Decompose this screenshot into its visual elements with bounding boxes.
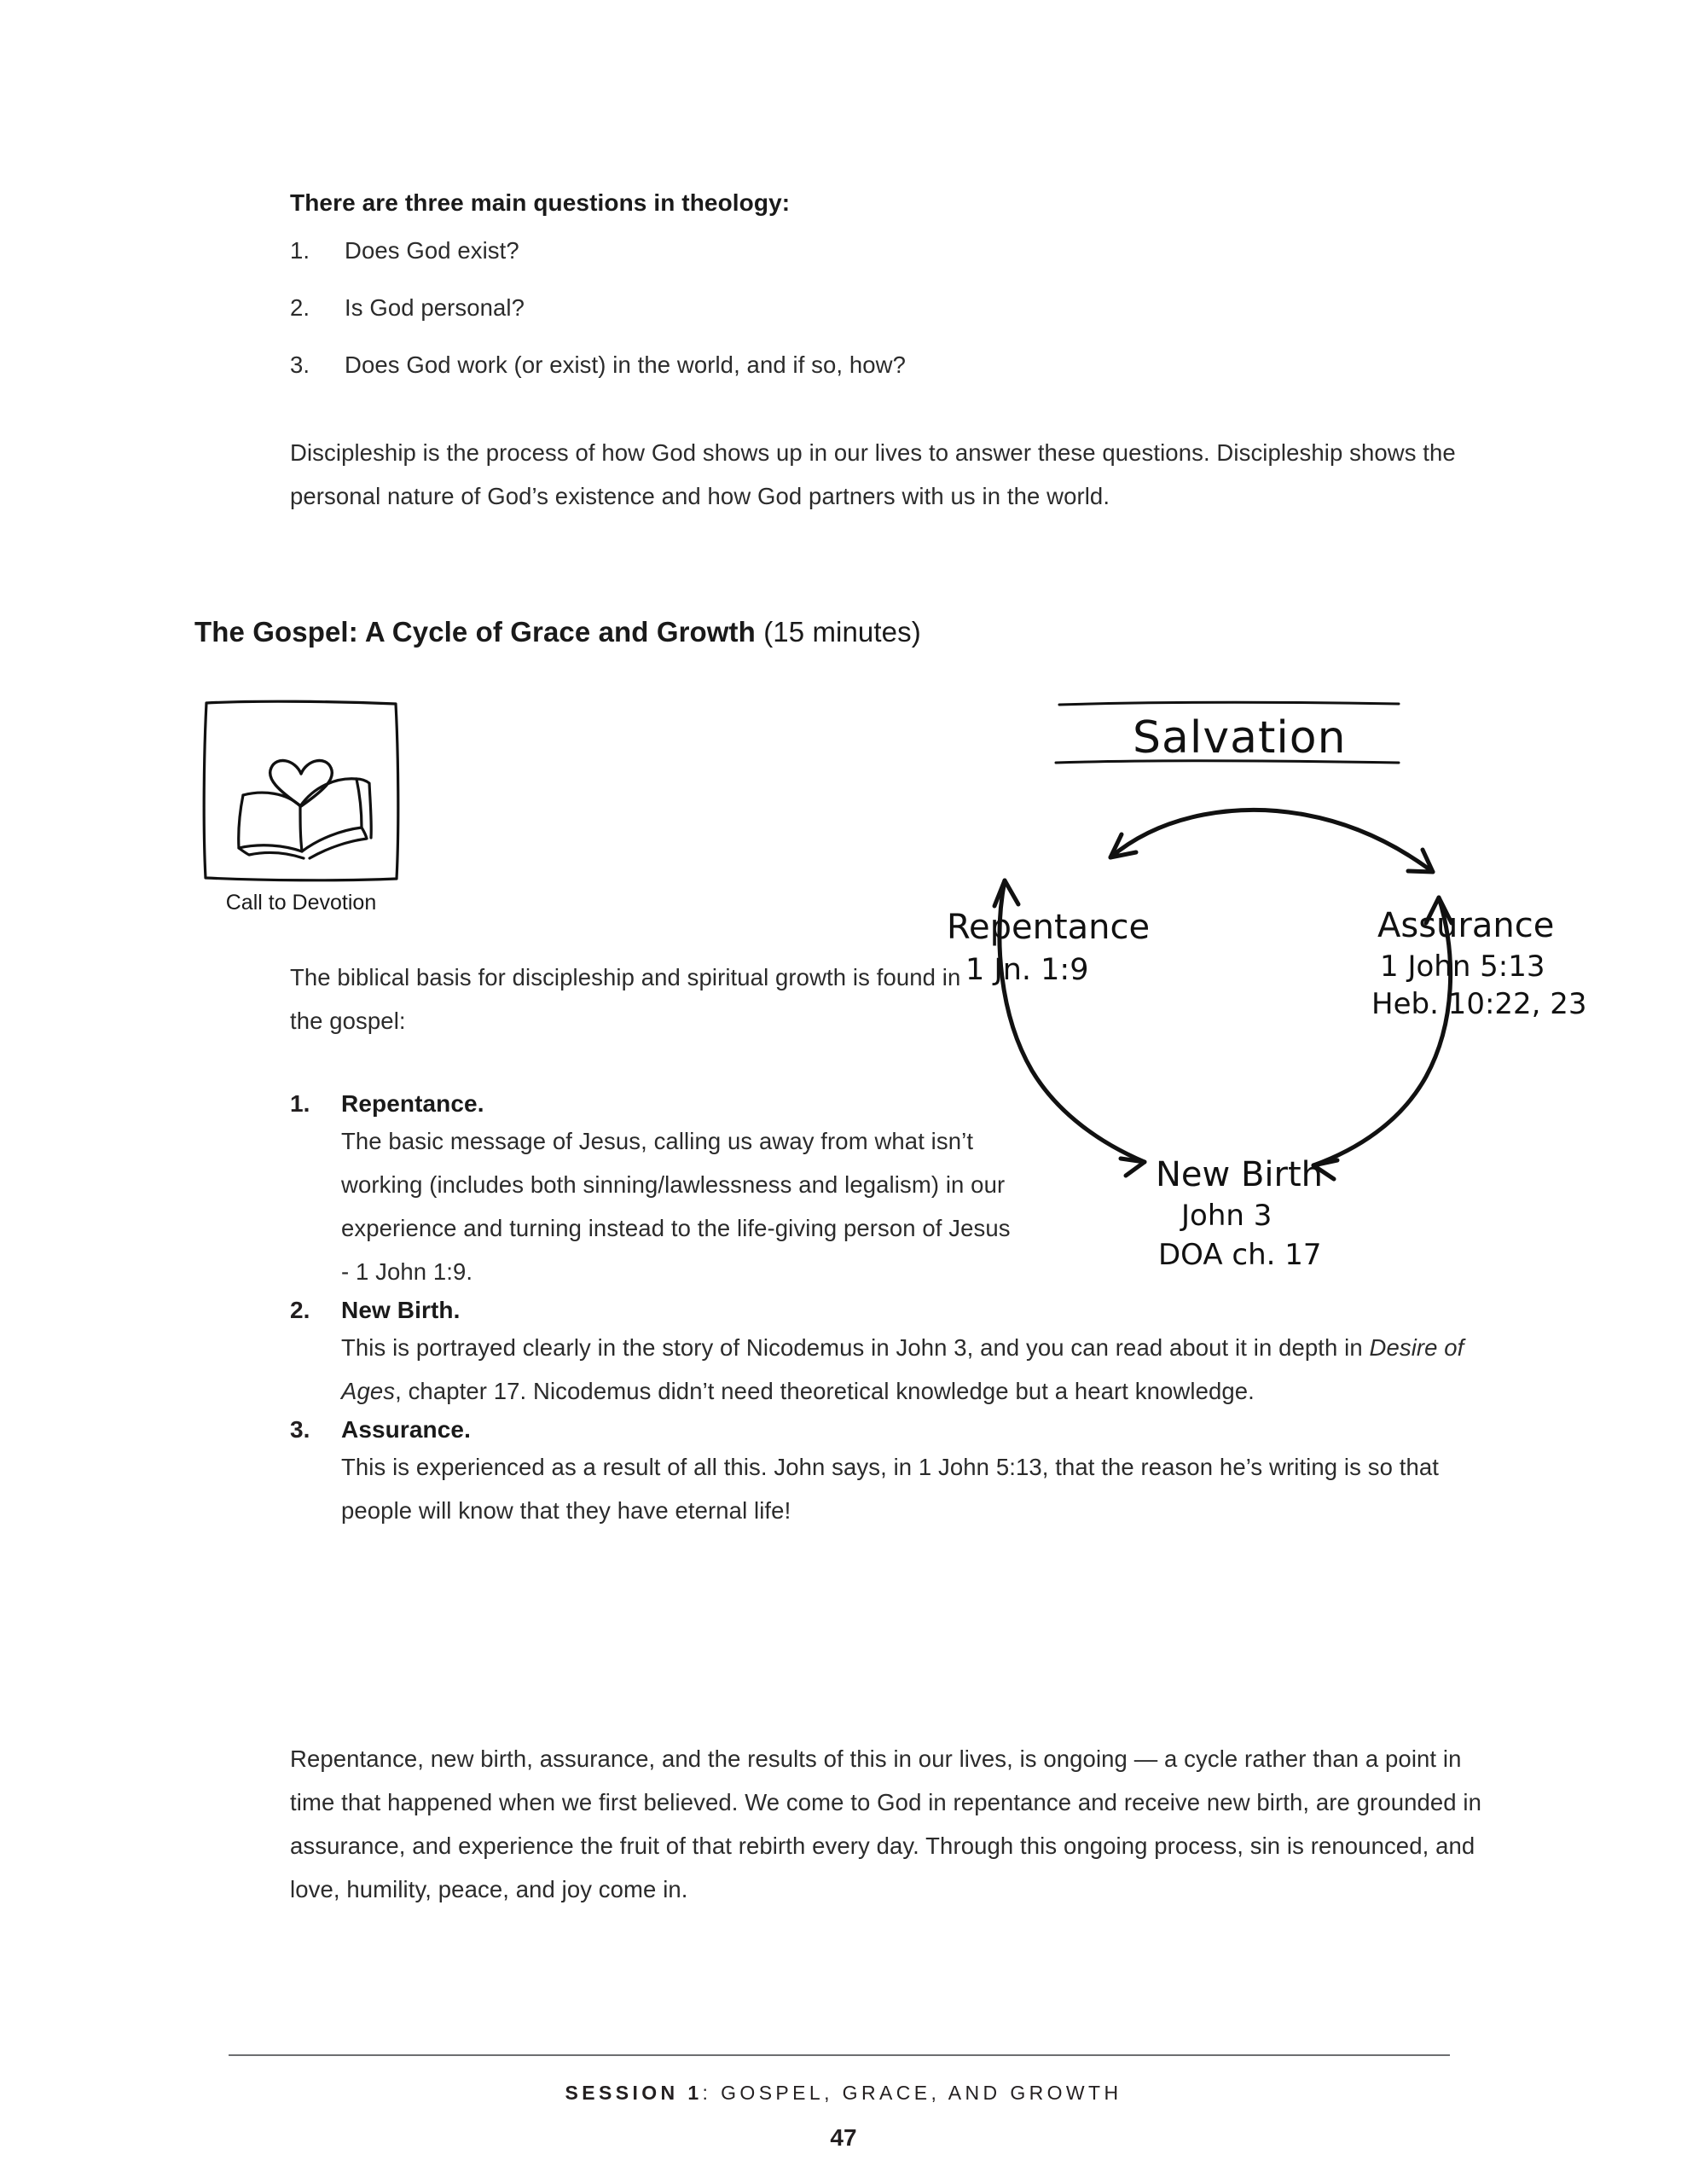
open-book-icon bbox=[239, 779, 372, 858]
node-assurance-ref-2: Heb. 10:22, 23 bbox=[1371, 987, 1587, 1021]
list-item-number: 2. bbox=[290, 1297, 310, 1323]
list-item-number: 3. bbox=[290, 1416, 310, 1443]
intro-paragraph: Discipleship is the process of how God shows up in our lives to answer these questions. Discipleship shows the personal nature of God’s existence and how God partners with us in the world. bbox=[290, 439, 1456, 509]
closing-paragraph: Repentance, new birth, assurance, and the results of this in our lives, is ongoing — a cycle rather than a point in time that happened when we first believed. We come to God in repentance and receive new birth, are grounded in assurance, and experience the fruit of that rebirth every day. Through this ongoing process, sin is renounced, and love, humility, peace, and joy come in. bbox=[290, 1745, 1482, 1902]
list-item bbox=[290, 1416, 1439, 1532]
point-body bbox=[341, 1326, 1484, 1413]
footer-session-label: SESSION 1 bbox=[565, 2082, 703, 2104]
list-item bbox=[290, 229, 1484, 272]
list-item bbox=[290, 343, 1484, 386]
title-rule-top bbox=[1059, 702, 1399, 705]
list-item bbox=[290, 1090, 1011, 1293]
footer-divider bbox=[229, 2054, 1450, 2056]
list-item-text: Is God personal? bbox=[345, 294, 525, 321]
list-item bbox=[290, 286, 1484, 329]
page-number: 47 bbox=[830, 2124, 857, 2151]
node-assurance-label: Assurance bbox=[1377, 906, 1555, 945]
devotion-label: Call to Devotion bbox=[225, 891, 377, 915]
node-assurance bbox=[1371, 906, 1587, 1021]
node-new-birth-ref-1: John 3 bbox=[1181, 1199, 1272, 1233]
node-new-birth-ref-2: DOA ch. 17 bbox=[1158, 1238, 1322, 1272]
section-duration: (15 minutes) bbox=[763, 616, 921, 648]
node-repentance-ref-1: 1 Jn. 1:9 bbox=[965, 953, 1089, 987]
book-title-italic: Desire of Ages bbox=[341, 1334, 1464, 1404]
node-new-birth-label: New Birth bbox=[1156, 1155, 1323, 1194]
node-new-birth bbox=[1156, 1155, 1323, 1272]
node-assurance-ref-1: 1 John 5:13 bbox=[1380, 950, 1545, 984]
point-title: Repentance. bbox=[341, 1090, 484, 1117]
theology-questions-list bbox=[290, 229, 1484, 386]
call-to-devotion-block bbox=[194, 693, 408, 915]
point-body: The basic message of Jesus, calling us away from what isn’t working (includes both sinning/lawlessness and legalism) in our experience and turning instead to the life-giving person of Jesus - 1 John 1:9. bbox=[341, 1128, 1011, 1285]
list-item-number: 1. bbox=[290, 1090, 310, 1117]
salvation-cycle-diagram bbox=[947, 682, 1629, 1356]
list-item-text: Does God exist? bbox=[345, 237, 519, 264]
heart-icon bbox=[270, 761, 333, 806]
point-body: This is experienced as a result of all this. John says, in 1 John 5:13, that the reason he’s writing is so that people will know that they have eternal life! bbox=[341, 1454, 1439, 1524]
list-item-number: 2. bbox=[290, 294, 310, 321]
intro-heading: There are three main questions in theology: bbox=[290, 189, 791, 216]
diagram-title: Salvation bbox=[1133, 712, 1347, 764]
section-heading bbox=[194, 616, 921, 648]
point-body-part-1: This is portrayed clearly in the story of Nicodemus in John 3, and you can read about it in depth in bbox=[341, 1334, 1370, 1361]
intro-block bbox=[290, 189, 1484, 542]
list-item-text: Does God work (or exist) in the world, and if so, how? bbox=[345, 351, 907, 378]
point-title: Assurance. bbox=[341, 1416, 471, 1443]
point-body-part-2: , chapter 17. Nicodemus didn’t need theoretical knowledge but a heart knowledge. bbox=[395, 1378, 1255, 1404]
section-title: The Gospel: A Cycle of Grace and Growth bbox=[194, 616, 756, 648]
devotion-icon-frame bbox=[194, 693, 408, 889]
node-repentance-label: Repentance bbox=[947, 908, 1151, 947]
list-item-number: 1. bbox=[290, 237, 310, 264]
footer-session-rest: : GOSPEL, GRACE, AND GROWTH bbox=[702, 2082, 1122, 2104]
list-item-number: 3. bbox=[290, 351, 310, 378]
footer-session-text bbox=[0, 2082, 1687, 2105]
list-item bbox=[290, 1297, 1464, 1413]
arrow-repentance-assurance bbox=[1110, 810, 1433, 872]
point-title: New Birth. bbox=[341, 1297, 461, 1323]
lead-paragraph: The biblical basis for discipleship and spiritual growth is found in the gospel: bbox=[290, 964, 961, 1034]
